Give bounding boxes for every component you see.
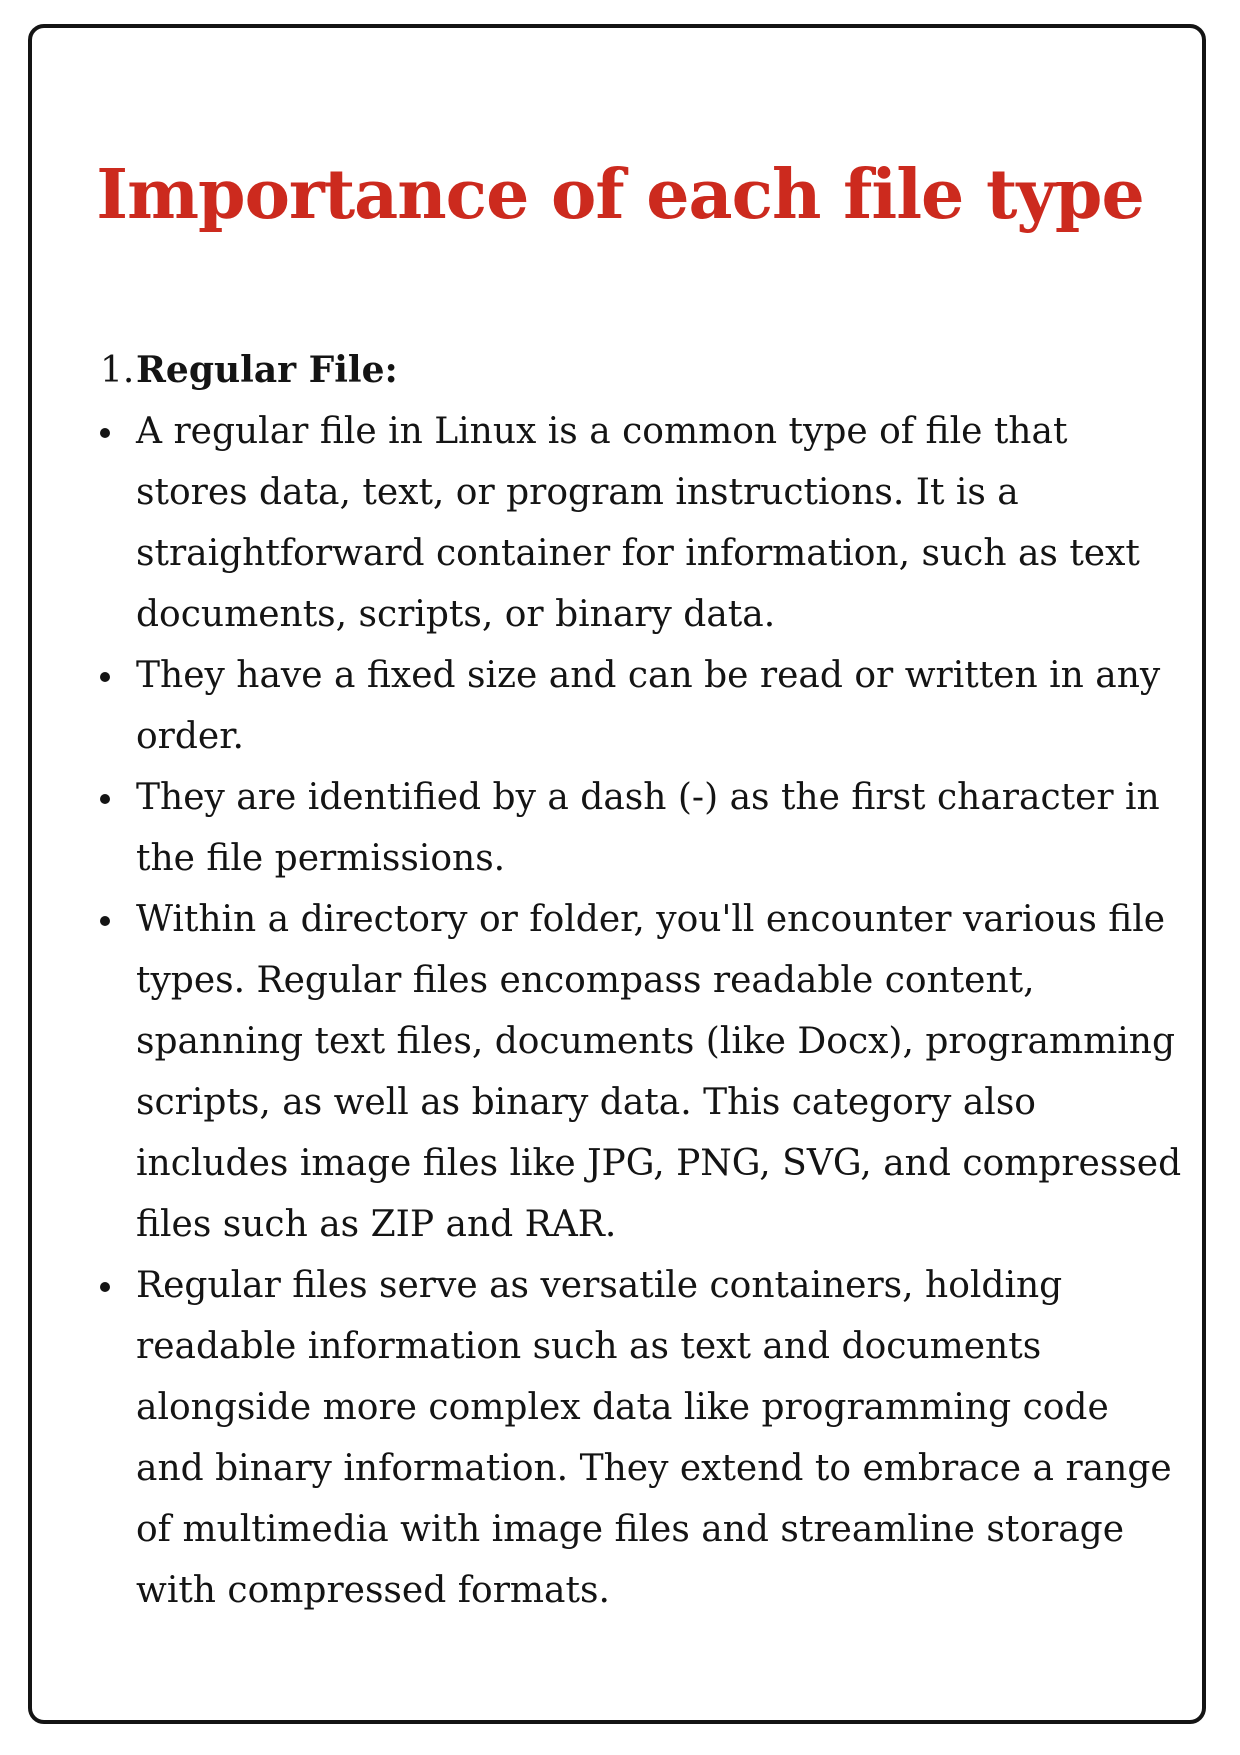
section-label: Regular File: bbox=[136, 349, 398, 391]
bullet-text: They have a fixed size and can be read or written in any order. bbox=[136, 655, 1161, 757]
bullet-item bbox=[96, 767, 1186, 889]
bullet-text: Regular files serve as versatile containers, holding readable information such as text and documents alongside more complex data like programming code and binary information. They extend to embrace a range of multimedia with image files and streamline storage with compressed formats. bbox=[136, 1265, 1172, 1611]
bullet-item bbox=[96, 645, 1186, 767]
document-content bbox=[96, 340, 1186, 1621]
bullet-list bbox=[96, 401, 1186, 1621]
bullet-text: A regular file in Linux is a common type of file that stores data, text, or program instructions. It is a straightforward container for information, such as text documents, scripts, or binary data. bbox=[136, 411, 1140, 635]
bullet-dot-icon bbox=[100, 672, 110, 682]
bullet-text: Within a directory or folder, you'll encounter various file types. Regular files encompass readable content, spanning text files, documents (like Docx), programming scripts, as well as binary data. This category also includes image files like JPG, PNG, SVG, and compressed files such as ZIP and RAR. bbox=[136, 899, 1182, 1245]
section-number: 1. bbox=[100, 350, 135, 391]
bullet-dot-icon bbox=[100, 1282, 110, 1292]
page-title: Importance of each file type bbox=[96, 155, 1144, 235]
bullet-dot-icon bbox=[100, 428, 110, 438]
bullet-dot-icon bbox=[100, 794, 110, 804]
bullet-dot-icon bbox=[100, 916, 110, 926]
bullet-item bbox=[96, 1255, 1186, 1621]
bullet-item bbox=[96, 889, 1186, 1255]
bullet-text: They are identified by a dash (-) as the first character in the file permissions. bbox=[136, 777, 1160, 879]
bullet-item bbox=[96, 401, 1186, 645]
section-heading bbox=[96, 340, 1186, 401]
